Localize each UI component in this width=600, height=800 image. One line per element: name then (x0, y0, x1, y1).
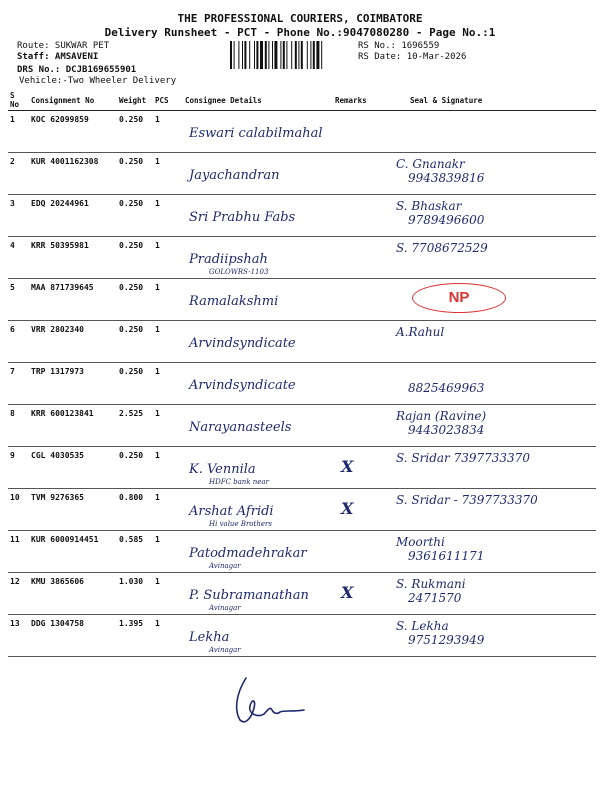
row-pcs: 1 (153, 111, 183, 153)
vehicle-info: Vehicle:-Two Wheeler Delivery (19, 76, 177, 86)
staff-info: Staff: AMSAVENI (17, 52, 99, 62)
col-remarks: Remarks (333, 90, 386, 111)
row-weight: 1.395 (117, 615, 153, 657)
table-row (8, 153, 596, 195)
consignee-name: Sri Prabhu Fabs (189, 210, 296, 225)
rs-date: RS Date: 10-Mar-2026 (358, 52, 467, 62)
row-signature (386, 573, 596, 615)
runsheet-subtitle: Delivery Runsheet - PCT - Phone No.:9047080280 - Page No.:1 (104, 26, 496, 39)
signature-name: S. Lekha (396, 619, 449, 633)
signature-phone: 9443023834 (408, 423, 485, 437)
barcode-bar (238, 41, 239, 69)
row-consignment: TVM 9276365 (29, 489, 117, 531)
table-row (8, 447, 596, 489)
row-signature (386, 615, 596, 657)
row-signature (386, 111, 596, 153)
row-weight: 0.800 (117, 489, 153, 531)
row-sno: 12 (8, 573, 29, 615)
table-row (8, 489, 596, 531)
barcode-bar (249, 41, 250, 69)
table-row (8, 363, 596, 405)
consignee-name: Arvindsyndicate (189, 378, 296, 393)
consignee-location: GOLOWRS-1103 (209, 268, 269, 276)
company-name: THE PROFESSIONAL COURIERS, COIMBATORE (177, 12, 423, 25)
row-consignment: KMU 3865606 (29, 573, 117, 615)
col-signature: Seal & Signature (386, 90, 596, 111)
signature-name: S. Rukmani (396, 577, 466, 591)
row-remarks (333, 321, 386, 363)
table-row (8, 111, 596, 153)
row-weight: 0.250 (117, 153, 153, 195)
barcode-bar (256, 41, 258, 69)
row-consignee (183, 573, 333, 615)
drs-info: DRS No.: DCJB169655901 (17, 65, 137, 75)
table-row (8, 615, 596, 657)
row-sno: 10 (8, 489, 29, 531)
row-pcs: 1 (153, 489, 183, 531)
row-consignment: KOC 62099859 (29, 111, 117, 153)
route-info: Route: SUKWAR PET (17, 41, 110, 51)
consignee-name: P. Subramanathan (189, 588, 309, 603)
barcode-bar (301, 41, 303, 69)
row-weight: 0.250 (117, 111, 153, 153)
row-sno: 4 (8, 237, 29, 279)
table-row (8, 279, 596, 321)
row-remarks (333, 363, 386, 405)
row-consignment: KUR 4001162308 (29, 153, 117, 195)
remark-mark: X (341, 583, 354, 602)
row-signature (386, 531, 596, 573)
row-weight: 0.585 (117, 531, 153, 573)
row-pcs: 1 (153, 237, 183, 279)
row-pcs: 1 (153, 321, 183, 363)
rs-number: RS No.: 1696559 (358, 41, 440, 51)
row-consignment: KUR 6000914451 (29, 531, 117, 573)
runner-signature (232, 670, 312, 728)
row-remarks (333, 153, 386, 195)
table-row (8, 531, 596, 573)
remark-mark: X (341, 457, 354, 476)
row-signature (386, 153, 596, 195)
row-consignee (183, 153, 333, 195)
row-sno: 1 (8, 111, 29, 153)
row-consignment: DDG 1304758 (29, 615, 117, 657)
row-consignee (183, 447, 333, 489)
row-consignee (183, 405, 333, 447)
not-present-stamp: NP (412, 283, 506, 313)
col-consignee: Consignee Details (183, 90, 333, 111)
row-consignee (183, 111, 333, 153)
consignee-name: Ramalakshmi (189, 294, 279, 309)
row-weight: 0.250 (117, 237, 153, 279)
barcode-bar (313, 41, 315, 69)
barcode-bar (283, 41, 285, 69)
row-sno: 3 (8, 195, 29, 237)
barcode-bar (286, 41, 287, 69)
consignee-name: Pradiipshah (189, 252, 268, 267)
row-remarks (333, 447, 386, 489)
barcode-bar (295, 41, 297, 69)
consignee-location: HDFC bank near (209, 478, 269, 486)
row-signature (386, 363, 596, 405)
consignee-name: Narayanasteels (189, 420, 292, 435)
row-pcs: 1 (153, 447, 183, 489)
signature-phone: 9751293949 (408, 633, 485, 647)
row-remarks (333, 279, 386, 321)
signature-name: S. Sridar - 7397733370 (396, 493, 538, 507)
row-remarks (333, 489, 386, 531)
row-remarks (333, 573, 386, 615)
row-signature (386, 447, 596, 489)
row-signature (386, 321, 596, 363)
row-consignment: KRR 600123841 (29, 405, 117, 447)
barcode-bar (268, 41, 269, 69)
barcode-bar (234, 41, 235, 69)
signature-phone: 2471570 (408, 591, 462, 605)
row-weight: 0.250 (117, 321, 153, 363)
row-sno: 9 (8, 447, 29, 489)
row-sno: 11 (8, 531, 29, 573)
consignee-name: Patodmadehrakar (189, 546, 307, 561)
row-remarks (333, 237, 386, 279)
col-sno: S No (8, 90, 29, 111)
row-pcs: 1 (153, 279, 183, 321)
remark-mark: X (341, 499, 354, 518)
row-pcs: 1 (153, 615, 183, 657)
barcode-bar (298, 41, 299, 69)
consignee-location: Avinagar (209, 562, 241, 570)
barcode-bar (230, 41, 232, 69)
barcode-bar (307, 41, 308, 69)
consignee-location: Avinagar (209, 604, 241, 612)
row-consignment: VRR 2802340 (29, 321, 117, 363)
table-row (8, 237, 596, 279)
table-header (8, 90, 596, 111)
consignee-location: Avinagar (209, 646, 241, 654)
row-remarks (333, 615, 386, 657)
row-sno: 2 (8, 153, 29, 195)
signature-name: Rajan (Ravine) (396, 409, 487, 423)
barcode-bar (272, 41, 273, 69)
row-remarks (333, 195, 386, 237)
row-remarks (333, 531, 386, 573)
row-consignee (183, 321, 333, 363)
row-signature (386, 489, 596, 531)
barcode-bar (291, 41, 292, 69)
barcode-bar (310, 41, 311, 69)
row-consignee (183, 237, 333, 279)
barcode (230, 41, 352, 69)
row-weight: 0.250 (117, 363, 153, 405)
row-pcs: 1 (153, 573, 183, 615)
consignee-name: Eswari calabilmahal (189, 126, 323, 141)
row-consignment: MAA 871739645 (29, 279, 117, 321)
signature-name: A.Rahul (396, 325, 445, 339)
row-pcs: 1 (153, 531, 183, 573)
col-weight: Weight (117, 90, 153, 111)
signature-name: Moorthi (396, 535, 445, 549)
row-remarks (333, 405, 386, 447)
row-consignment: TRP 1317973 (29, 363, 117, 405)
row-signature (386, 279, 596, 321)
row-consignee (183, 531, 333, 573)
barcode-bar (316, 41, 319, 69)
table-row (8, 195, 596, 237)
row-remarks (333, 111, 386, 153)
consignee-location: Hi value Brothers (209, 520, 272, 528)
row-signature (386, 195, 596, 237)
barcode-bar (260, 41, 263, 69)
barcode-bar (242, 41, 243, 69)
signature-phone: 9943839816 (408, 171, 485, 185)
col-consignment: Consignment No (29, 90, 117, 111)
row-sno: 6 (8, 321, 29, 363)
barcode-bar (321, 41, 322, 69)
row-sno: 5 (8, 279, 29, 321)
col-pcs: PCS (153, 90, 183, 111)
runsheet-table (8, 90, 596, 657)
barcode-bar (244, 41, 246, 69)
consignee-name: Lekha (189, 630, 230, 645)
row-weight: 1.030 (117, 573, 153, 615)
barcode-bar (265, 41, 267, 69)
consignee-name: Arvindsyndicate (189, 336, 296, 351)
row-consignee (183, 489, 333, 531)
table-row (8, 573, 596, 615)
consignee-name: Arshat Afridi (189, 504, 274, 519)
row-weight: 2.525 (117, 405, 153, 447)
row-consignee (183, 279, 333, 321)
row-signature (386, 237, 596, 279)
signature-name: C. Gnanakr (396, 157, 465, 171)
signature-name: S. Sridar 7397733370 (396, 451, 530, 465)
row-consignment: KRR 50395981 (29, 237, 117, 279)
row-weight: 0.250 (117, 447, 153, 489)
row-pcs: 1 (153, 153, 183, 195)
row-sno: 7 (8, 363, 29, 405)
row-consignee (183, 363, 333, 405)
row-sno: 8 (8, 405, 29, 447)
signature-name: S. 7708672529 (396, 241, 488, 255)
row-signature (386, 405, 596, 447)
row-consignment: EDQ 20244961 (29, 195, 117, 237)
row-weight: 0.250 (117, 195, 153, 237)
row-sno: 13 (8, 615, 29, 657)
signature-phone: 9361611171 (408, 549, 485, 563)
signature-name: S. Bhaskar (396, 199, 462, 213)
barcode-bar (274, 41, 277, 69)
row-consignment: CGL 4030535 (29, 447, 117, 489)
row-consignee (183, 615, 333, 657)
barcode-bar (254, 41, 255, 69)
signature-phone: 9789496600 (408, 213, 485, 227)
row-pcs: 1 (153, 195, 183, 237)
table-row (8, 405, 596, 447)
table-row (8, 321, 596, 363)
barcode-bar (280, 41, 281, 69)
consignee-name: Jayachandran (189, 168, 280, 183)
row-weight: 0.250 (117, 279, 153, 321)
signature-phone: 8825469963 (408, 381, 485, 395)
row-pcs: 1 (153, 363, 183, 405)
consignee-name: K. Vennila (189, 462, 256, 477)
row-consignee (183, 195, 333, 237)
row-pcs: 1 (153, 405, 183, 447)
